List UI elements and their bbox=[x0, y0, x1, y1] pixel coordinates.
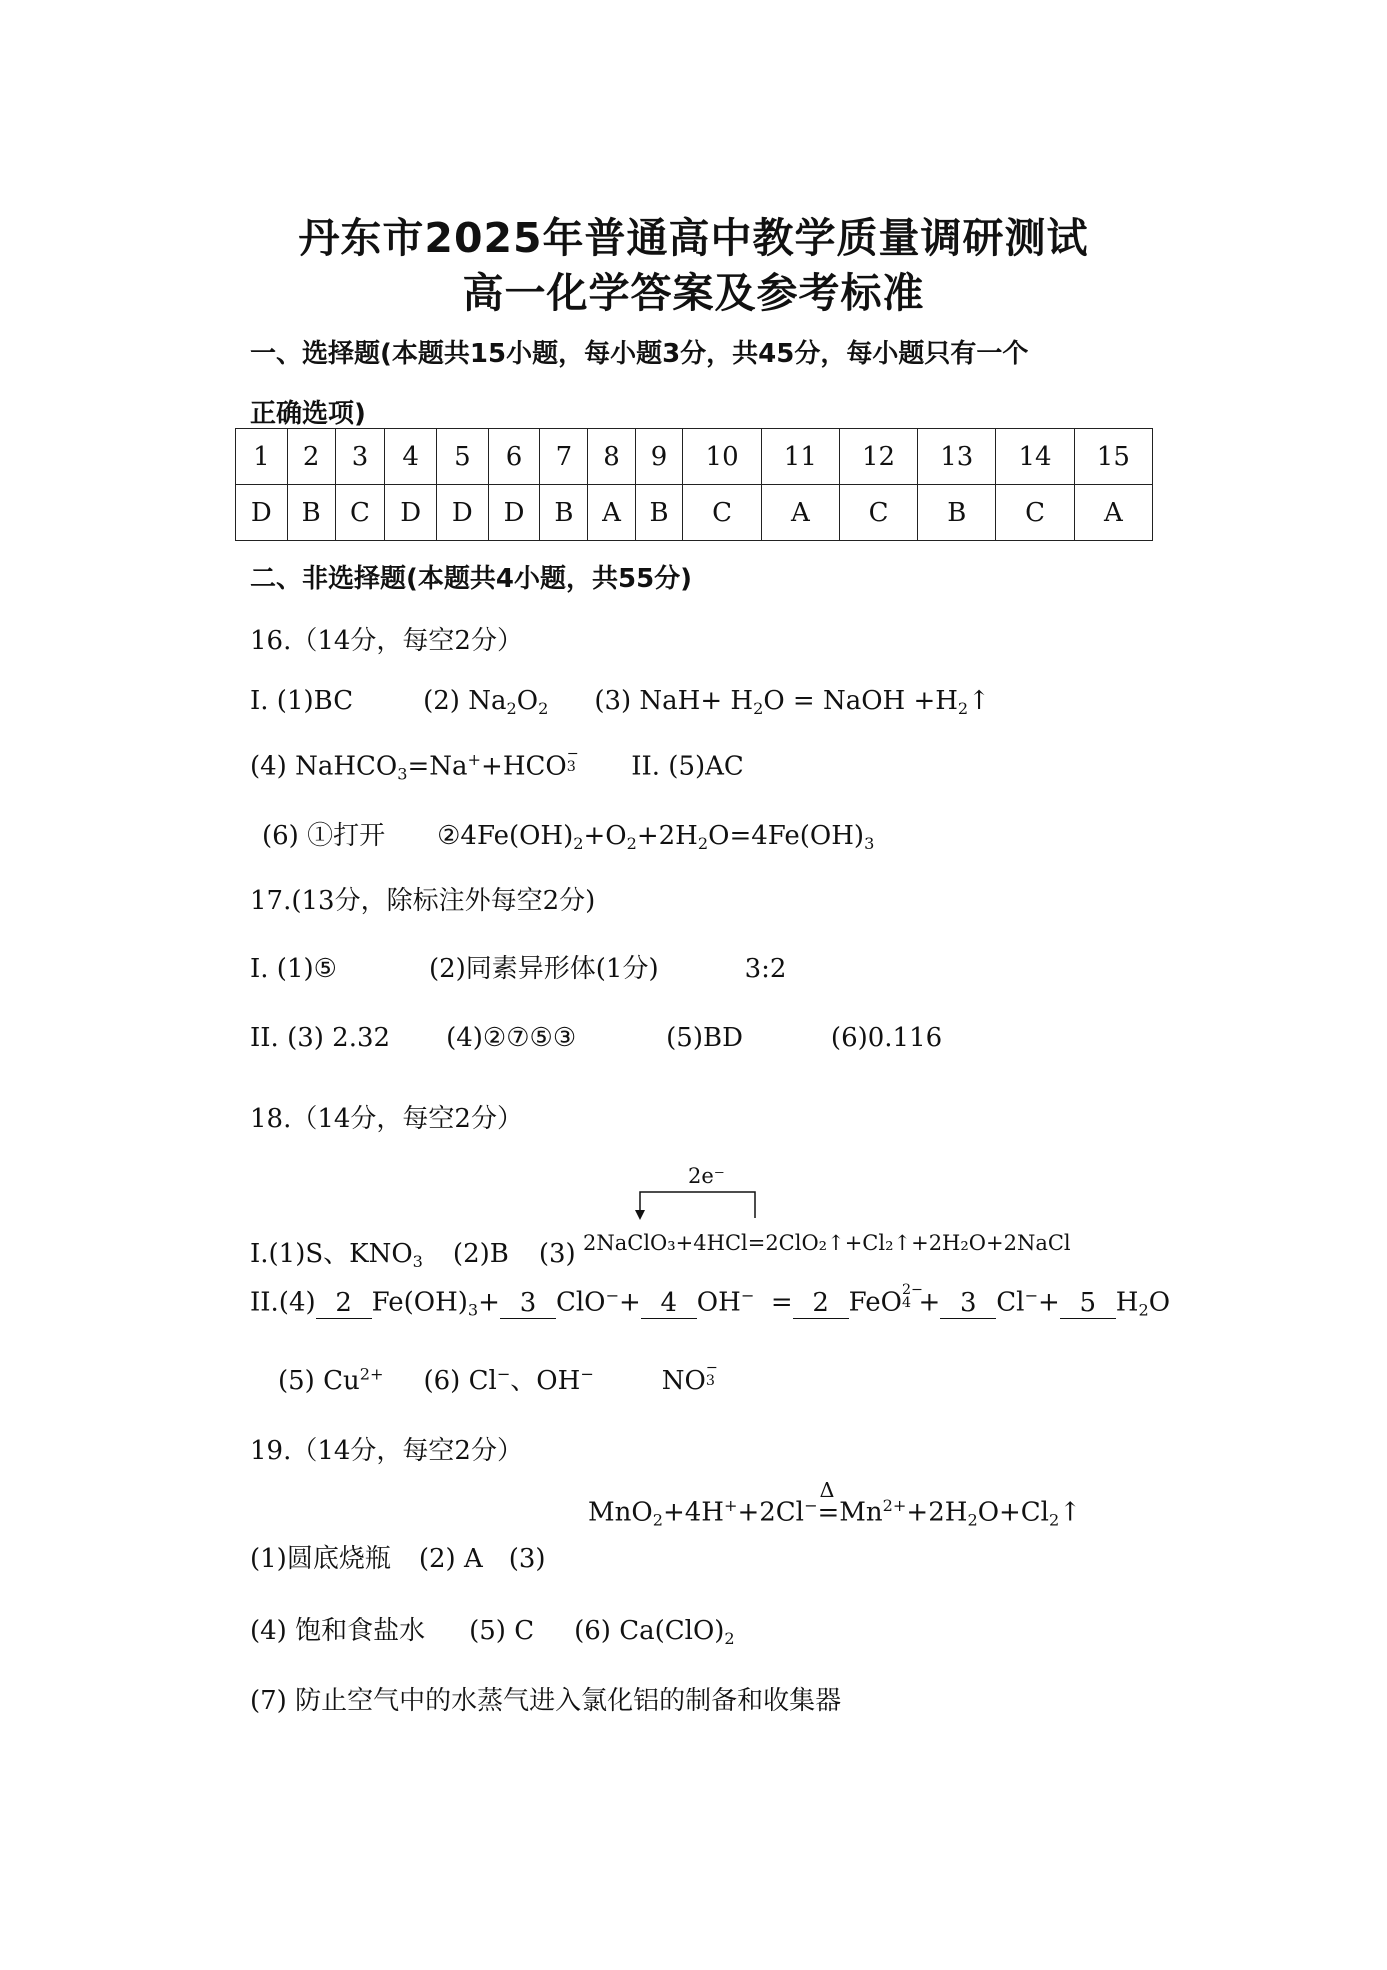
q19-eq-e: +2H bbox=[906, 1497, 968, 1528]
q18-ii-label: II.(4) bbox=[250, 1287, 316, 1318]
q18-line-3: (5) $Cu^{2+}$ (6) Cl−、OH− NO − 3 bbox=[278, 1359, 718, 1396]
q17-line-2 bbox=[250, 1023, 942, 1053]
q18-s3: OH bbox=[696, 1287, 741, 1318]
table-cell: A bbox=[588, 485, 635, 541]
table-cell: 13 bbox=[918, 429, 996, 485]
section1-heading-b: 正确选项) bbox=[250, 399, 366, 429]
q19-eq-g: ↑ bbox=[1059, 1497, 1082, 1528]
q19-p2: (2) A bbox=[418, 1544, 483, 1574]
blank: 4 bbox=[641, 1288, 697, 1319]
q19-p3: (3) bbox=[508, 1544, 546, 1574]
table-cell: B bbox=[540, 485, 588, 541]
q16-line-3: (6) ①打开 $②4Fe(OH)_2+O_2+2H_2O=4Fe(OH)_3$ bbox=[262, 821, 875, 853]
q18-line-2: II.(4) 2 $Fe(OH)_3+ 3$ ClO−+ 4 OH− = 2 FeO 2− 4 + 3 Cl−+ 5 $H_2O$ bbox=[250, 1281, 1171, 1320]
table-cell: C bbox=[683, 485, 761, 541]
answer-table-number-row bbox=[236, 429, 1153, 485]
q16-p7d: O=4Fe(OH) bbox=[708, 821, 865, 851]
table-cell: B bbox=[635, 485, 683, 541]
table-cell: D bbox=[385, 485, 437, 541]
table-cell: 14 bbox=[996, 429, 1074, 485]
table-cell: C bbox=[996, 485, 1074, 541]
q18-p2: (2)B bbox=[452, 1239, 509, 1269]
table-cell: 5 bbox=[437, 429, 489, 485]
q16-p6: (6) ①打开 bbox=[262, 821, 386, 851]
q17-p3: 3:2 bbox=[744, 954, 787, 984]
blank: 5 bbox=[1060, 1288, 1116, 1319]
blank: 3 bbox=[940, 1288, 996, 1319]
q19-p6: (6) Ca(ClO) bbox=[574, 1616, 725, 1646]
table-cell: A bbox=[1074, 485, 1152, 541]
q18-s7: H bbox=[1115, 1287, 1139, 1318]
q16-p2: (2) Na bbox=[423, 686, 507, 716]
q16-p1: I. (1)BC bbox=[250, 686, 354, 716]
q16-p4: (4) NaHCO bbox=[250, 751, 398, 782]
q19-eq-d: Mn bbox=[839, 1497, 883, 1528]
q18-s4: = bbox=[770, 1287, 793, 1318]
q19-p5: (5) C bbox=[469, 1616, 535, 1646]
q19-eq-b: +4H bbox=[662, 1497, 724, 1528]
blank: 2 bbox=[793, 1288, 849, 1319]
q16-header: 16.（14分，每空2分） bbox=[250, 626, 523, 656]
answer-table bbox=[235, 428, 1153, 541]
q16-p3: (3) NaH+ H bbox=[594, 686, 754, 716]
table-cell: 8 bbox=[588, 429, 635, 485]
q19-line-2: (4) 饱和食盐水 (5) C (6) $Ca(ClO)_2$ bbox=[250, 1616, 735, 1648]
table-cell: B bbox=[918, 485, 996, 541]
table-cell: 3 bbox=[335, 429, 385, 485]
blank: 2 bbox=[316, 1288, 372, 1319]
answer-table-answer-row bbox=[236, 485, 1153, 541]
q16-p4b: =Na bbox=[407, 751, 468, 782]
table-cell: 6 bbox=[488, 429, 540, 485]
q16-p7c: +2H bbox=[636, 821, 698, 851]
q19-eq-f: O+Cl bbox=[977, 1497, 1049, 1528]
q18-line-1: I.(1)S、$KNO_3$ (2)B (3) bbox=[250, 1239, 576, 1271]
table-cell: C bbox=[335, 485, 385, 541]
table-cell: 12 bbox=[839, 429, 917, 485]
table-cell: 1 bbox=[236, 429, 288, 485]
q19-line-1 bbox=[250, 1538, 546, 1575]
q18-p6b: 、OH bbox=[510, 1366, 581, 1396]
q19-p1: (1)圆底烧瓶 bbox=[250, 1544, 391, 1574]
q18-s2: ClO bbox=[555, 1287, 606, 1318]
table-cell: D bbox=[488, 485, 540, 541]
q18-p1: I.(1)S、KNO bbox=[250, 1239, 413, 1269]
section1-heading-a: 一、选择题(本题共15小题，每小题3分，共45分，每小题只有一个 bbox=[250, 339, 1029, 369]
q17-p4: II. (3) 2.32 bbox=[250, 1023, 391, 1053]
q18-s5: FeO bbox=[848, 1287, 902, 1318]
heat-symbol: Δ bbox=[819, 1477, 835, 1502]
table-cell: 11 bbox=[761, 429, 839, 485]
table-cell: C bbox=[839, 485, 917, 541]
table-cell: 15 bbox=[1074, 429, 1152, 485]
q16-p4c: +HCO bbox=[481, 751, 567, 782]
title-line-1: 丹东市2025年普通高中教学质量调研测试 bbox=[298, 214, 1089, 262]
q18-p3: (3) bbox=[538, 1239, 576, 1269]
q19-p4: (4) 饱和食盐水 bbox=[250, 1616, 426, 1646]
q18-s6: Cl bbox=[996, 1287, 1025, 1318]
table-cell: 9 bbox=[635, 429, 683, 485]
q19-equation: MnO$_2$+4H++2Cl− Δ $=Mn^{2+}+2H_2O+Cl_2↑$ bbox=[588, 1477, 1082, 1530]
table-cell: D bbox=[437, 485, 489, 541]
q16-line-2: (4) NaHCO$_3$=Na++HCO − 3 II. (5)AC bbox=[250, 745, 744, 784]
q19-line-3: (7) 防止空气中的水蒸气进入氯化铝的制备和收集器 bbox=[250, 1686, 842, 1716]
q17-header: 17.(13分，除标注外每空2分) bbox=[250, 886, 596, 916]
q18-p7: NO bbox=[661, 1366, 706, 1396]
q18-p5: (5) Cu bbox=[278, 1366, 360, 1396]
q18-header: 18.（14分，每空2分） bbox=[250, 1104, 523, 1134]
table-cell: A bbox=[761, 485, 839, 541]
section2-heading: 二、非选择题(本题共4小题，共55分) bbox=[250, 564, 693, 594]
q17-p5: (4)②⑦⑤③ bbox=[446, 1023, 577, 1053]
q19-header: 19.（14分，每空2分） bbox=[250, 1436, 523, 1466]
table-cell: 4 bbox=[385, 429, 437, 485]
q17-p1: I. (1)⑤ bbox=[250, 954, 337, 984]
table-cell: B bbox=[287, 485, 335, 541]
table-cell: 10 bbox=[683, 429, 761, 485]
q19-eq-a: MnO bbox=[588, 1497, 653, 1528]
q18-p6: (6) Cl bbox=[423, 1366, 497, 1396]
q16-p7: ②4Fe(OH) bbox=[437, 821, 574, 851]
q17-line-1 bbox=[250, 948, 786, 985]
q18-equation: 2NaClO₃+4HCl=2ClO₂↑+Cl₂↑+2H₂O+2NaCl bbox=[583, 1231, 1071, 1255]
title-line-2: 高一化学答案及参考标准 bbox=[462, 269, 925, 317]
table-cell: 2 bbox=[287, 429, 335, 485]
q17-p6: (5)BD bbox=[666, 1023, 743, 1053]
q16-p5: II. (5)AC bbox=[631, 751, 744, 782]
electron-label: 2e⁻ bbox=[688, 1164, 725, 1188]
q18-s1: Fe(OH) bbox=[371, 1287, 468, 1318]
q17-p2: (2)同素异形体(1分) bbox=[428, 954, 659, 984]
blank: 3 bbox=[500, 1288, 556, 1319]
q16-p3b: O = NaOH +H bbox=[763, 686, 958, 716]
q19-eq-c: +2Cl bbox=[737, 1497, 804, 1528]
table-cell: D bbox=[236, 485, 288, 541]
table-cell: 7 bbox=[540, 429, 588, 485]
q16-p7b: +O bbox=[583, 821, 627, 851]
q16-line-1: I. (1)BC (2) $Na_2O_2$ (3) $NaH+ H_2O$ = NaOH $+H_2↑$ bbox=[250, 686, 990, 718]
q17-p7: (6)0.116 bbox=[830, 1023, 943, 1053]
